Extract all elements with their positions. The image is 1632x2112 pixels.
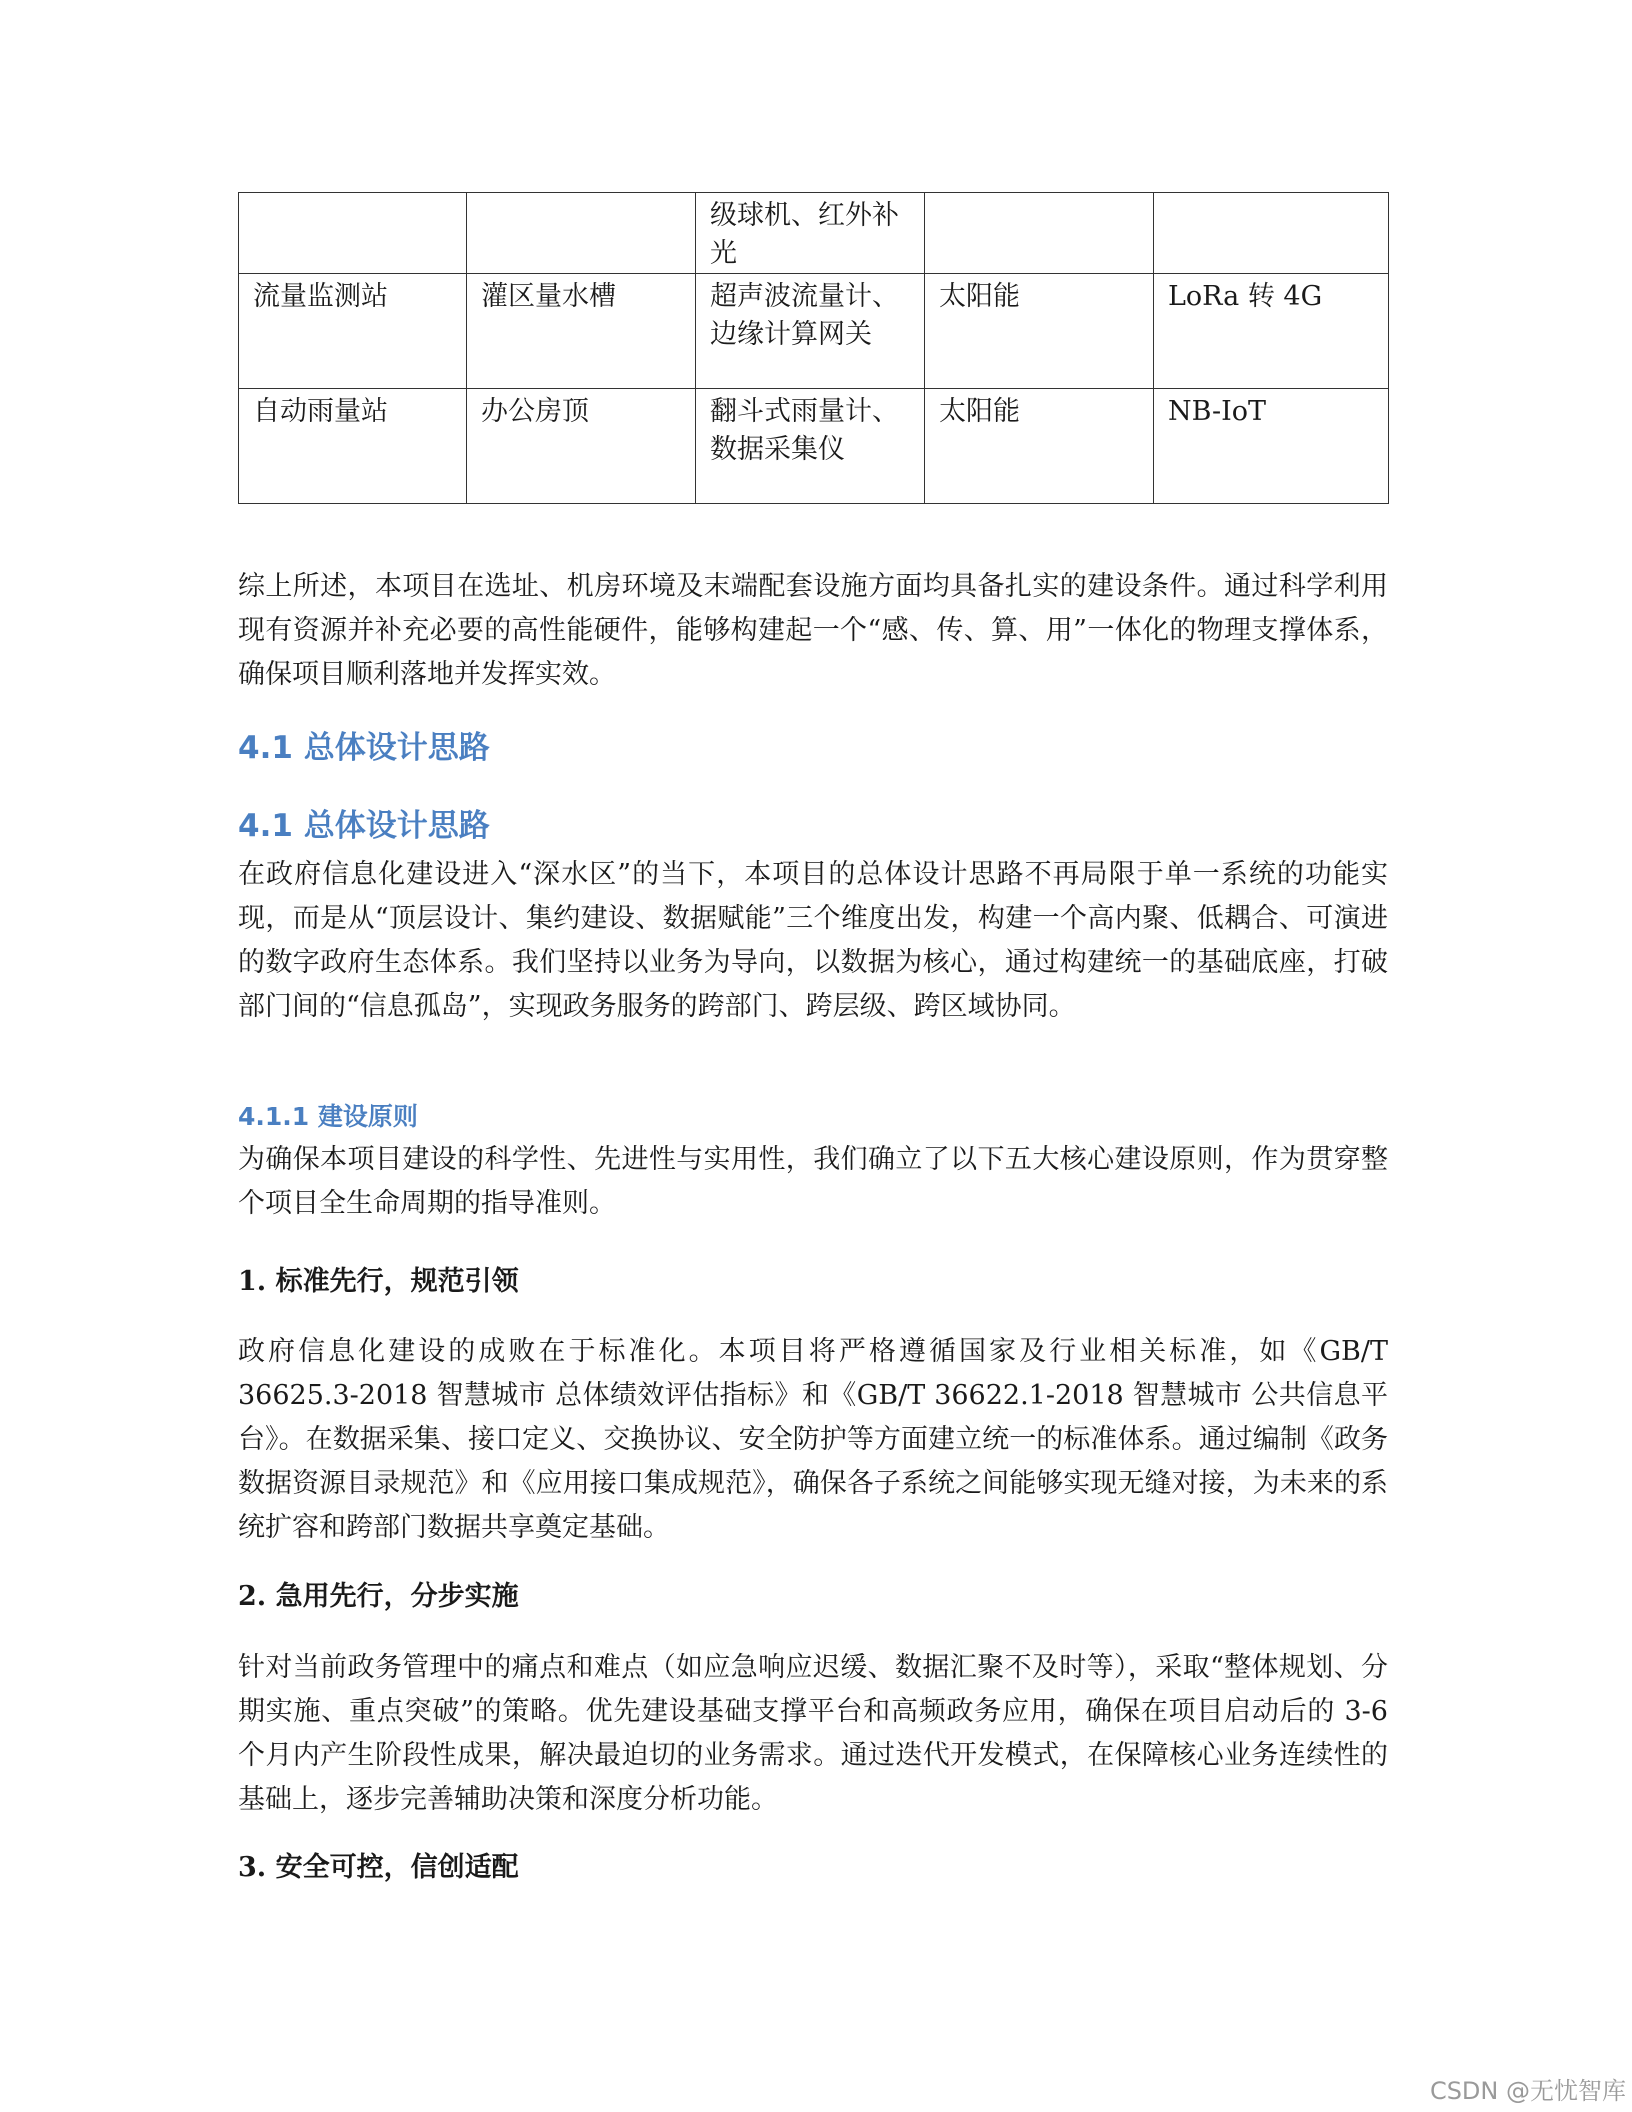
- table-cell: 太阳能: [925, 389, 1154, 504]
- table-cell: 太阳能: [925, 274, 1154, 389]
- table-cell: 办公房顶: [467, 389, 696, 504]
- watermark: CSDN @无忧智库: [1429, 2077, 1626, 2105]
- table-cell: 灌区量水槽: [467, 274, 696, 389]
- section-heading: 4.1 总体设计思路: [238, 808, 490, 844]
- principle-body: 针对当前政务管理中的痛点和难点（如应急响应迟缓、数据汇聚不及时等），采取“整体规划、分期实施、重点突破”的策略。优先建设基础支撑平台和高频政务应用，确保在项目启动后的 3-6 个月内产生阶段性成果，解决最迫切的业务需求。通过迭代开发模式，在保障核心业务连续性的基础上，逐步完善辅助决策和深度分析功能。: [238, 1652, 1388, 1815]
- principle-title: 3. 安全可控，信创适配: [238, 1852, 519, 1883]
- table-cell: 自动雨量站: [239, 389, 467, 504]
- table-cell: [1154, 193, 1389, 274]
- principles-intro-paragraph: 为确保本项目建设的科学性、先进性与实用性，我们确立了以下五大核心建设原则，作为贯穿整个项目全生命周期的指导准则。: [238, 1144, 1388, 1219]
- table-cell: [925, 193, 1154, 274]
- subsection-heading: 4.1.1 建设原则: [238, 1102, 418, 1131]
- table-cell: [239, 193, 467, 274]
- table-cell: 翻斗式雨量计、数据采集仪: [696, 389, 925, 504]
- table-cell: 级球机、红外补光: [696, 193, 925, 274]
- table-row: [239, 389, 1389, 504]
- equipment-table: [238, 192, 1389, 504]
- principle-title: 2. 急用先行，分步实施: [238, 1581, 519, 1612]
- table-cell: [467, 193, 696, 274]
- design-paragraph: 在政府信息化建设进入“深水区”的当下，本项目的总体设计思路不再局限于单一系统的功能实现，而是从“顶层设计、集约建设、数据赋能”三个维度出发，构建一个高内聚、低耦合、可演进的数字政府生态体系。我们坚持以业务为导向，以数据为核心，通过构建统一的基础底座，打破部门间的“信息孤岛”，实现政务服务的跨部门、跨层级、跨区域协同。: [238, 859, 1388, 1022]
- section-heading: 4.1 总体设计思路: [238, 730, 490, 766]
- summary-paragraph: 综上所述，本项目在选址、机房环境及末端配套设施方面均具备扎实的建设条件。通过科学利用现有资源并补充必要的高性能硬件，能够构建起一个“感、传、算、用”一体化的物理支撑体系，确保项目顺利落地并发挥实效。: [238, 571, 1388, 690]
- principle-body: 政府信息化建设的成败在于标准化。本项目将严格遵循国家及行业相关标准，如《GB/T 36625.3-2018 智慧城市 总体绩效评估指标》和《GB/T 36622.1-2018 智慧城市 公共信息平台》。在数据采集、接口定义、交换协议、安全防护等方面建立统一的标准体系。通过编制《政务数据资源目录规范》和《应用接口集成规范》，确保各子系统之间能够实现无缝对接，为未来的系统扩容和跨部门数据共享奠定基础。: [238, 1336, 1388, 1543]
- table-cell: 流量监测站: [239, 274, 467, 389]
- table-cell: 超声波流量计、边缘计算网关: [696, 274, 925, 389]
- principle-title: 1. 标准先行，规范引领: [238, 1266, 519, 1297]
- table-cell: LoRa 转 4G: [1154, 274, 1389, 389]
- table-row: [239, 274, 1389, 389]
- table-cell: NB-IoT: [1154, 389, 1389, 504]
- table-row: [239, 193, 1389, 274]
